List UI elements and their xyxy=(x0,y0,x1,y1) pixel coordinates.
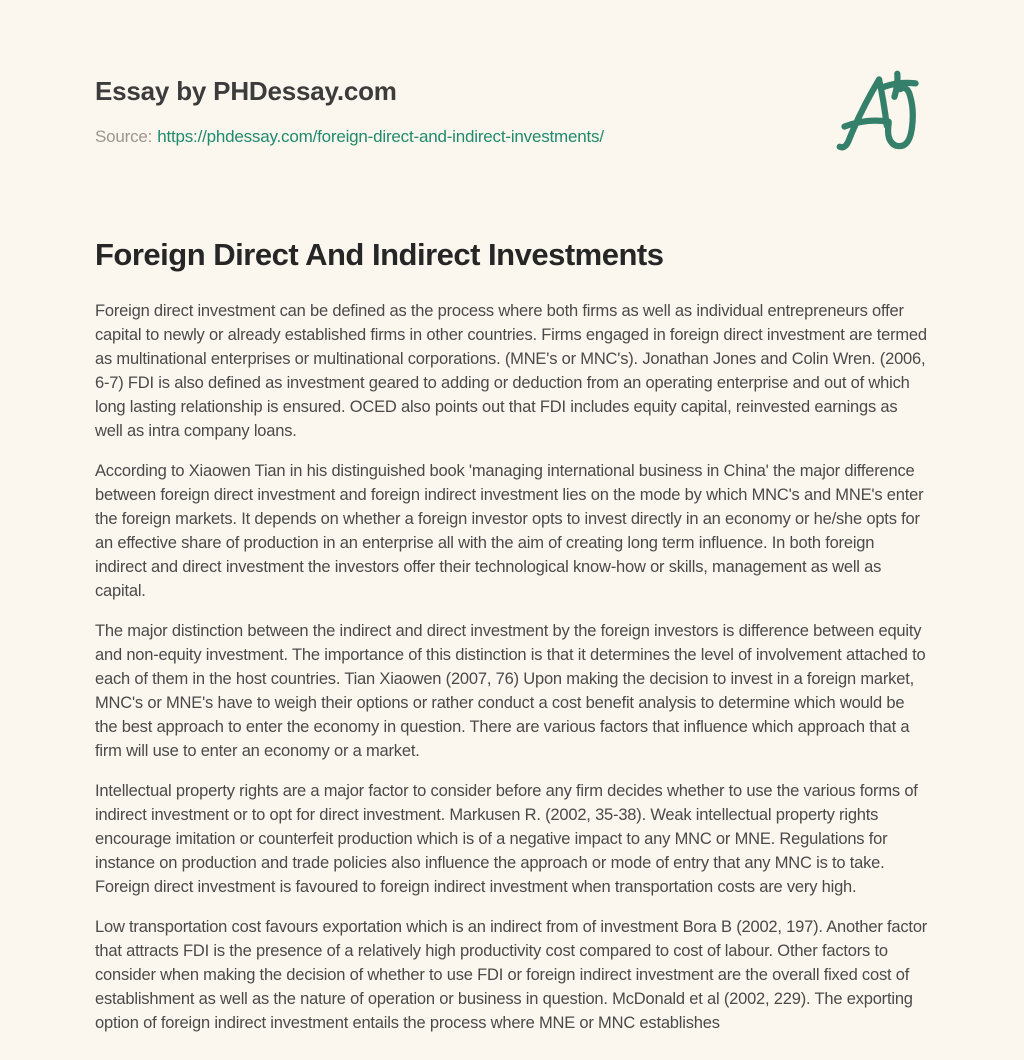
essay-paragraph-3: The major distinction between the indirect and direct investment by the foreign investors is difference between equity and non-equity investment. The importance of this distinction is that it determines the level of involvement attached to each of them in the host countries. Tian Xiaowen (2007, 76) Upon making the decision to invest in a foreign market, MNC's or MNE's have to weigh their options or rather conduct a cost benefit analysis to determine which would be the best approach to enter the economy in question. There are various factors that influence which approach that a firm will use to enter an economy or a market. xyxy=(95,622,926,760)
essay-paragraph-2: According to Xiaowen Tian in his distinguished book 'managing international business in China' the major difference between foreign direct investment and foreign indirect investment lies on the mode by which MNC's and MNE's enter the foreign markets. It depends on whether a foreign investor opts to invest directly in an economy or he/she opts for an effective share of production in an enterprise all with the aim of creating long term influence. In both foreign indirect and direct investment the investors offer their technological know-how or skills, management as well as capital. xyxy=(95,462,924,600)
source-link[interactable]: https://phdessay.com/foreign-direct-and-indirect-investments/ xyxy=(157,127,604,146)
essay-paragraph-5: Low transportation cost favours exportation which is an indirect from of investment Bora B (2002, 197). Another factor that attracts FDI is the presence of a relatively high productivity cost compared to cost of labour. Other factors to consider when making the decision of whether to use FDI or foreign indirect investment are the overall fixed cost of establishment as well as the nature of operation or business in question. McDonald et al (2002, 229). The exporting option of foreign indirect investment entails the process where MNE or MNC establishes xyxy=(95,918,928,1032)
a-plus-logo-icon xyxy=(833,60,929,172)
source-label: Source: xyxy=(95,127,153,146)
page-header xyxy=(95,0,929,147)
essay-content xyxy=(95,237,929,1035)
essay-body xyxy=(95,299,929,1035)
source-line xyxy=(95,127,929,147)
essay-paragraph-4: Intellectual property rights are a major factor to consider before any firm decides whether to use the various forms of indirect investment or to opt for direct investment. Markusen R. (2002, 35-38). Weak intellectual property rights encourage imitation or counterfeit production which is of a negative impact to any MNC or MNE. Regulations for instance on production and trade policies also influence the approach or mode of entry that any MNC is to take. Foreign direct investment is favoured to foreign indirect investment when transportation costs are very high. xyxy=(95,782,918,896)
byline: Essay by PHDessay.com xyxy=(95,76,397,106)
essay-title: Foreign Direct And Indirect Investments xyxy=(95,237,664,272)
essay-paragraph-1: Foreign direct investment can be defined as the process where both firms as well as individual entrepreneurs offer capital to newly or already established firms in other countries. Firms engaged in foreign direct investment are termed as multinational enterprises or multinational corporations. (MNE's or MNC's). Jonathan Jones and Colin Wren. (2006, 6-7) FDI is also defined as investment geared to adding or deduction from an operating enterprise and out of which long lasting relationship is ensured. OCED also points out that FDI includes equity capital, reinvested earnings as well as intra company loans. xyxy=(95,302,927,440)
